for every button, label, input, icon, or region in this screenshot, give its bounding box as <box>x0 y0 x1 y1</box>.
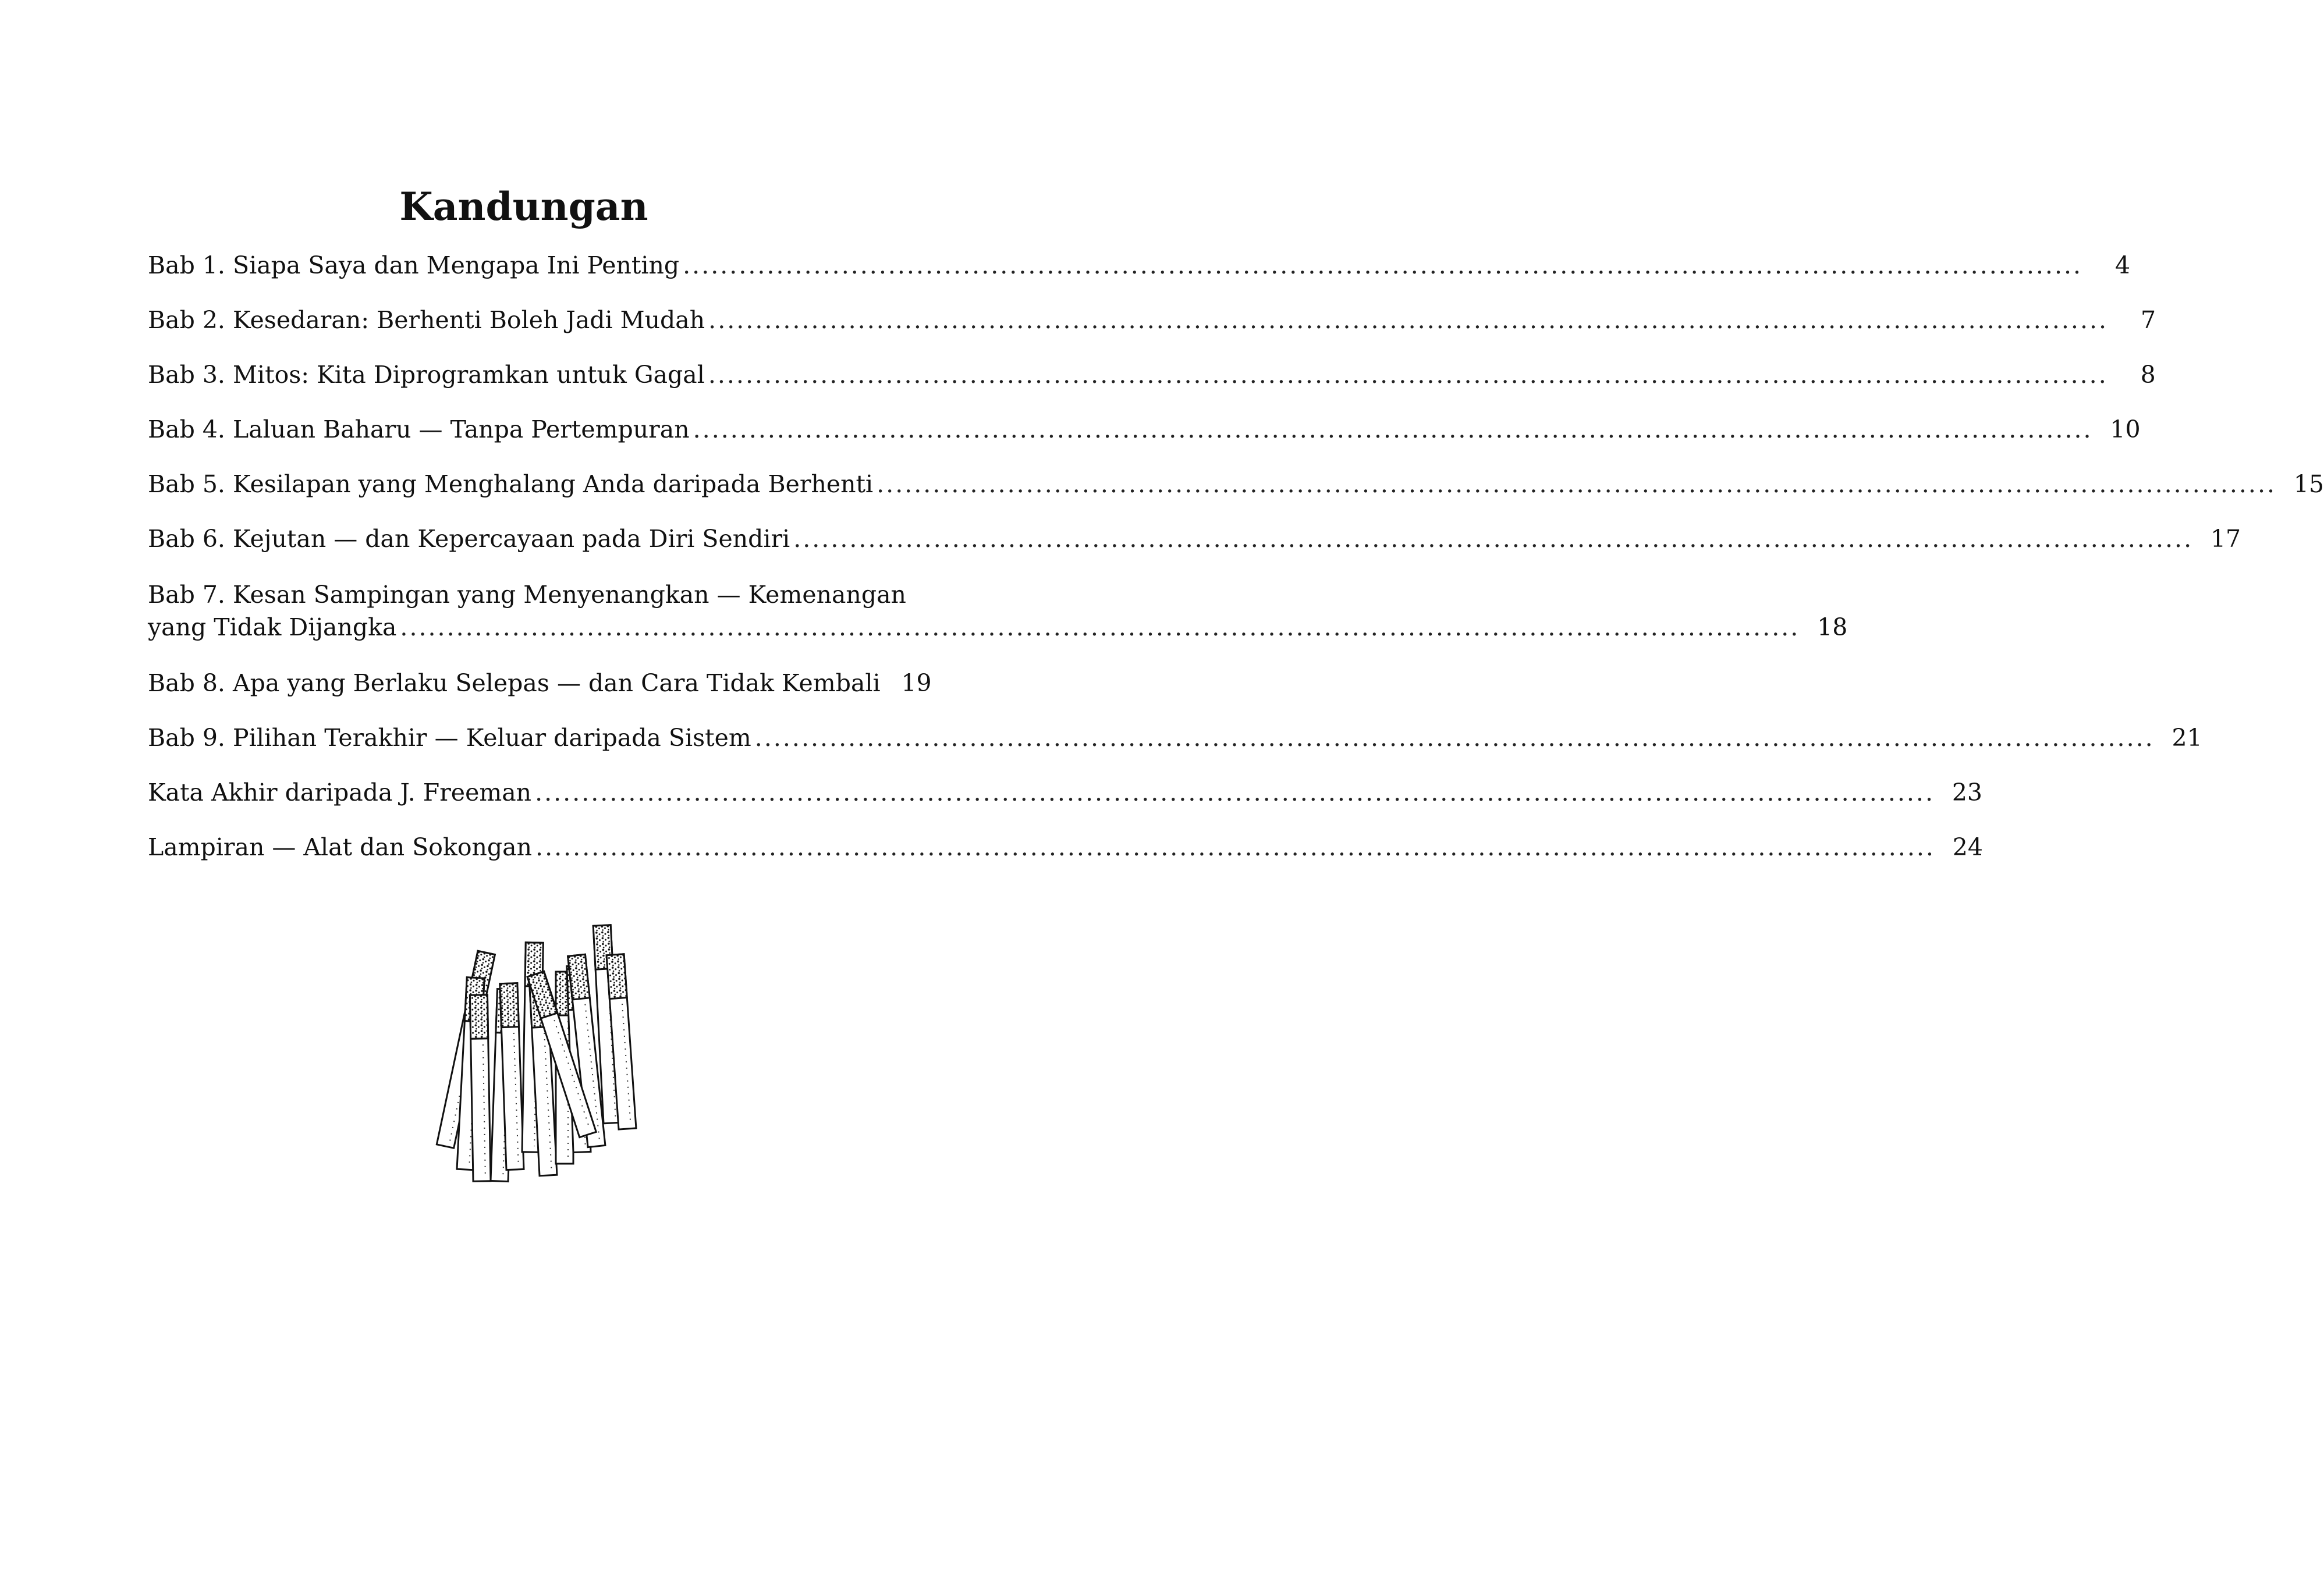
cigarette <box>470 995 491 1181</box>
entry-title: Bab 4. Laluan Baharu — Tanpa Pertempuran <box>148 415 690 443</box>
dot-leader: ...................................................................................................................................................... <box>535 779 1935 806</box>
page-number: 15 <box>2293 470 2324 498</box>
page-number: 7 <box>2140 306 2156 334</box>
entry-title: Bab 6. Kejutan — dan Kepercayaan pada Diri Sendiri <box>148 525 790 553</box>
table-of-contents <box>148 250 2324 887</box>
toc-entry <box>148 668 932 698</box>
dot-leader: ...................................................................................................................................................... <box>708 306 2109 334</box>
toc-entry <box>148 250 2131 280</box>
page-number: 18 <box>1817 613 1848 641</box>
toc-entry <box>148 524 2241 554</box>
page-number: 17 <box>2210 525 2241 553</box>
entry-title: Lampiran — Alat dan Sokongan <box>148 833 533 861</box>
page-number: 8 <box>2140 361 2156 389</box>
page-number: 4 <box>2114 251 2131 279</box>
cigarette-group <box>437 925 636 1182</box>
dot-leader: ...................................................................................................................................................... <box>693 415 2093 443</box>
entry-title: Bab 5. Kesilapan yang Menghalang Anda daripada Berhenti <box>148 470 874 498</box>
toc-entry <box>148 469 2324 499</box>
dot-leader: ...................................................................................................................................................... <box>400 613 1800 641</box>
page-number: 10 <box>2110 415 2141 443</box>
toc-entry <box>148 723 2202 753</box>
page-number: 19 <box>901 669 932 697</box>
toc-entry <box>148 360 2156 390</box>
toc-entry <box>148 578 1848 644</box>
toc-entry <box>148 414 2141 445</box>
entry-title-line-1: Bab 7. Kesan Sampingan yang Menyenangkan — Kemenangan <box>148 581 906 609</box>
entry-title: Bab 8. Apa yang Berlaku Selepas — dan Cara Tidak Kembali <box>148 669 881 697</box>
dot-leader: ...................................................................................................................................................... <box>683 251 2083 279</box>
entry-title: Kata Akhir daripada J. Freeman <box>148 779 532 806</box>
page-number: 21 <box>2172 724 2202 752</box>
toc-entry <box>148 305 2156 335</box>
toc-entry <box>148 832 1983 862</box>
toc-entry <box>148 777 1982 808</box>
dot-leader: ...................................................................................................................................................... <box>754 724 2155 752</box>
cigarettes-illustration <box>396 908 658 1199</box>
dot-leader: ...................................................................................................................................................... <box>877 470 2277 498</box>
entry-title: Bab 9. Pilihan Terakhir — Keluar daripada Sistem <box>148 724 751 752</box>
dot-leader: ...................................................................................................................................................... <box>793 525 2194 553</box>
entry-title: Bab 2. Kesedaran: Berhenti Boleh Jadi Mudah <box>148 306 705 334</box>
dot-leader: ...................................................................................................................................................... <box>535 833 1935 861</box>
entry-title: yang Tidak Dijangka <box>148 613 397 641</box>
entry-title: Bab 1. Siapa Saya dan Mengapa Ini Penting <box>148 251 680 279</box>
page-number: 23 <box>1952 779 1982 806</box>
page-number: 24 <box>1952 833 1983 861</box>
page-title: Kandungan <box>399 184 648 229</box>
entry-title: Bab 3. Mitos: Kita Diprogramkan untuk Gagal <box>148 361 705 389</box>
dot-leader: ...................................................................................................................................................... <box>708 361 2108 389</box>
